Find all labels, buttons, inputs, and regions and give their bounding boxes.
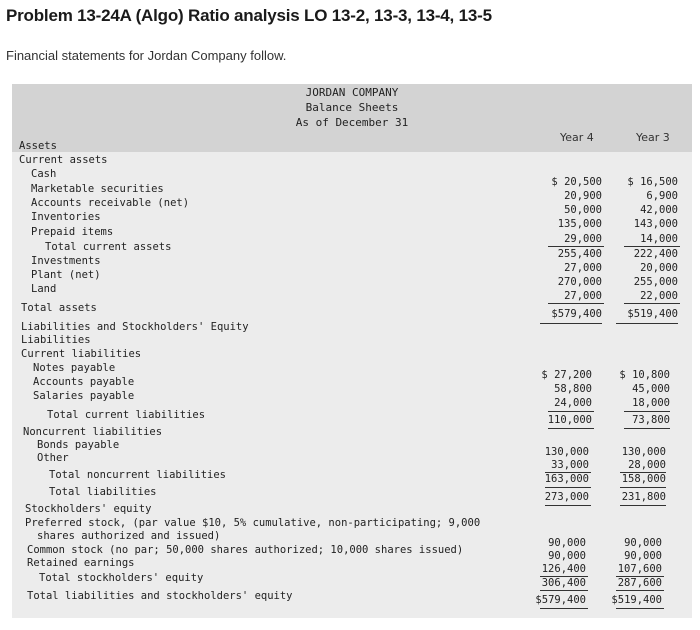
- row-label: Total assets: [21, 302, 97, 314]
- row-label: Noncurrent liabilities: [23, 426, 163, 438]
- year3-value: 90,000: [624, 550, 662, 562]
- row-label: shares authorized and issued): [37, 530, 221, 542]
- subtotal-rule: [616, 590, 664, 591]
- total-double-rule: [540, 608, 588, 609]
- year3-value: 287,600: [617, 577, 662, 589]
- year4-value: 255,400: [557, 248, 602, 260]
- year4-value: 90,000: [548, 537, 586, 549]
- row-label: Liabilities and Stockholders' Equity: [21, 321, 249, 333]
- year4-value: $ 27,200: [541, 369, 592, 381]
- row-label: Stockholders' equity: [25, 503, 152, 515]
- year4-value: 20,900: [564, 190, 602, 202]
- year4-value: 27,000: [564, 290, 602, 302]
- year4-value: 110,000: [547, 414, 592, 426]
- row-label: Land: [31, 283, 57, 295]
- subtotal-rule: [620, 505, 666, 506]
- year3-value: 22,000: [640, 290, 678, 302]
- row-label: Accounts receivable (net): [31, 197, 190, 209]
- total-double-rule: [540, 323, 602, 324]
- row-label: Total liabilities and stockholders' equity: [27, 590, 293, 602]
- subtotal-rule: [548, 411, 594, 412]
- year3-value: 28,000: [628, 459, 666, 471]
- row-label: Plant (net): [31, 269, 101, 281]
- subtotal-rule: [620, 487, 666, 488]
- year3-value: 6,900: [646, 190, 678, 202]
- year4-value: 50,000: [564, 204, 602, 216]
- subtotal-rule: [548, 303, 604, 304]
- year3-value: 107,600: [617, 563, 662, 575]
- year4-value: 90,000: [548, 550, 586, 562]
- problem-title: Problem 13-24A (Algo) Ratio analysis LO 13-2, 13-3, 13-4, 13-5: [6, 6, 492, 25]
- row-label: Prepaid items: [31, 226, 114, 238]
- statement-name: Balance Sheets: [305, 101, 399, 114]
- column-header-year3: Year 3: [636, 131, 670, 144]
- row-label: Current assets: [19, 154, 108, 166]
- year3-value: 143,000: [633, 218, 678, 230]
- year3-value: 45,000: [632, 383, 670, 395]
- subtotal-rule: [624, 428, 670, 429]
- subtotal-rule: [620, 472, 666, 473]
- statement-date: As of December 31: [295, 116, 409, 129]
- year4-value: 24,000: [554, 397, 592, 409]
- row-label: Cash: [31, 168, 57, 180]
- year4-value: 126,400: [541, 563, 586, 575]
- year4-value: 130,000: [544, 446, 589, 458]
- row-label: Salaries payable: [33, 390, 135, 402]
- year3-value: $ 10,800: [619, 369, 670, 381]
- year3-value: 73,800: [632, 414, 670, 426]
- total-double-rule: [616, 323, 678, 324]
- year3-value: 42,000: [640, 204, 678, 216]
- year3-value: 255,000: [633, 276, 678, 288]
- row-label: Common stock (no par; 50,000 shares authorized; 10,000 shares issued): [27, 544, 464, 556]
- year4-value: 273,000: [544, 491, 589, 503]
- subtotal-rule: [545, 487, 591, 488]
- year4-value: 135,000: [557, 218, 602, 230]
- row-label: Current liabilities: [21, 348, 142, 360]
- year4-value: 27,000: [564, 262, 602, 274]
- row-label: Marketable securities: [31, 183, 164, 195]
- row-label: Liabilities: [21, 334, 91, 346]
- row-label: Total current liabilities: [47, 409, 206, 421]
- subtotal-rule: [624, 411, 670, 412]
- year3-value: 20,000: [640, 262, 678, 274]
- subtotal-rule: [545, 472, 591, 473]
- year4-value: 33,000: [551, 459, 589, 471]
- subtotal-rule: [540, 576, 588, 577]
- subtotal-rule: [548, 428, 594, 429]
- year3-value: 231,800: [621, 491, 666, 503]
- row-label: Total liabilities: [49, 486, 157, 498]
- statement-header: [12, 84, 692, 152]
- subtotal-rule: [540, 590, 588, 591]
- company-name: JORDAN COMPANY: [305, 86, 399, 99]
- row-label: Notes payable: [33, 362, 116, 374]
- year3-value: $519,400: [611, 594, 662, 606]
- year3-value: 158,000: [621, 473, 666, 485]
- subtotal-rule: [624, 303, 680, 304]
- year3-value: $519,400: [627, 308, 678, 320]
- year4-value: 29,000: [564, 233, 602, 245]
- year3-value: 222,400: [633, 248, 678, 260]
- year4-value: $ 20,500: [551, 176, 602, 188]
- row-label: Total current assets: [45, 241, 172, 253]
- year3-value: $ 16,500: [627, 176, 678, 188]
- year4-value: $579,400: [551, 308, 602, 320]
- year4-value: $579,400: [535, 594, 586, 606]
- year3-value: 130,000: [621, 446, 666, 458]
- year3-value: 90,000: [624, 537, 662, 549]
- year4-value: 270,000: [557, 276, 602, 288]
- row-label: Assets: [19, 140, 57, 152]
- subtotal-rule: [548, 246, 604, 247]
- row-label: Inventories: [31, 211, 101, 223]
- year4-value: 58,800: [554, 383, 592, 395]
- row-label: Investments: [31, 255, 101, 267]
- row-label: Bonds payable: [37, 439, 120, 451]
- row-label: Total noncurrent liabilities: [49, 469, 227, 481]
- year4-value: 306,400: [541, 577, 586, 589]
- year4-value: 163,000: [544, 473, 589, 485]
- year3-value: 18,000: [632, 397, 670, 409]
- row-label: Total stockholders' equity: [39, 572, 204, 584]
- row-label: Retained earnings: [27, 557, 135, 569]
- row-label: Preferred stock, (par value $10, 5% cumulative, non-participating; 9,000: [25, 517, 481, 529]
- row-label: Accounts payable: [33, 376, 135, 388]
- subtotal-rule: [616, 576, 664, 577]
- subtotal-rule: [545, 505, 591, 506]
- column-header-year4: Year 4: [560, 131, 594, 144]
- row-label: Other: [37, 452, 69, 464]
- total-double-rule: [616, 608, 664, 609]
- year3-value: 14,000: [640, 233, 678, 245]
- subtotal-rule: [624, 246, 680, 247]
- problem-subtitle: Financial statements for Jordan Company follow.: [6, 48, 287, 63]
